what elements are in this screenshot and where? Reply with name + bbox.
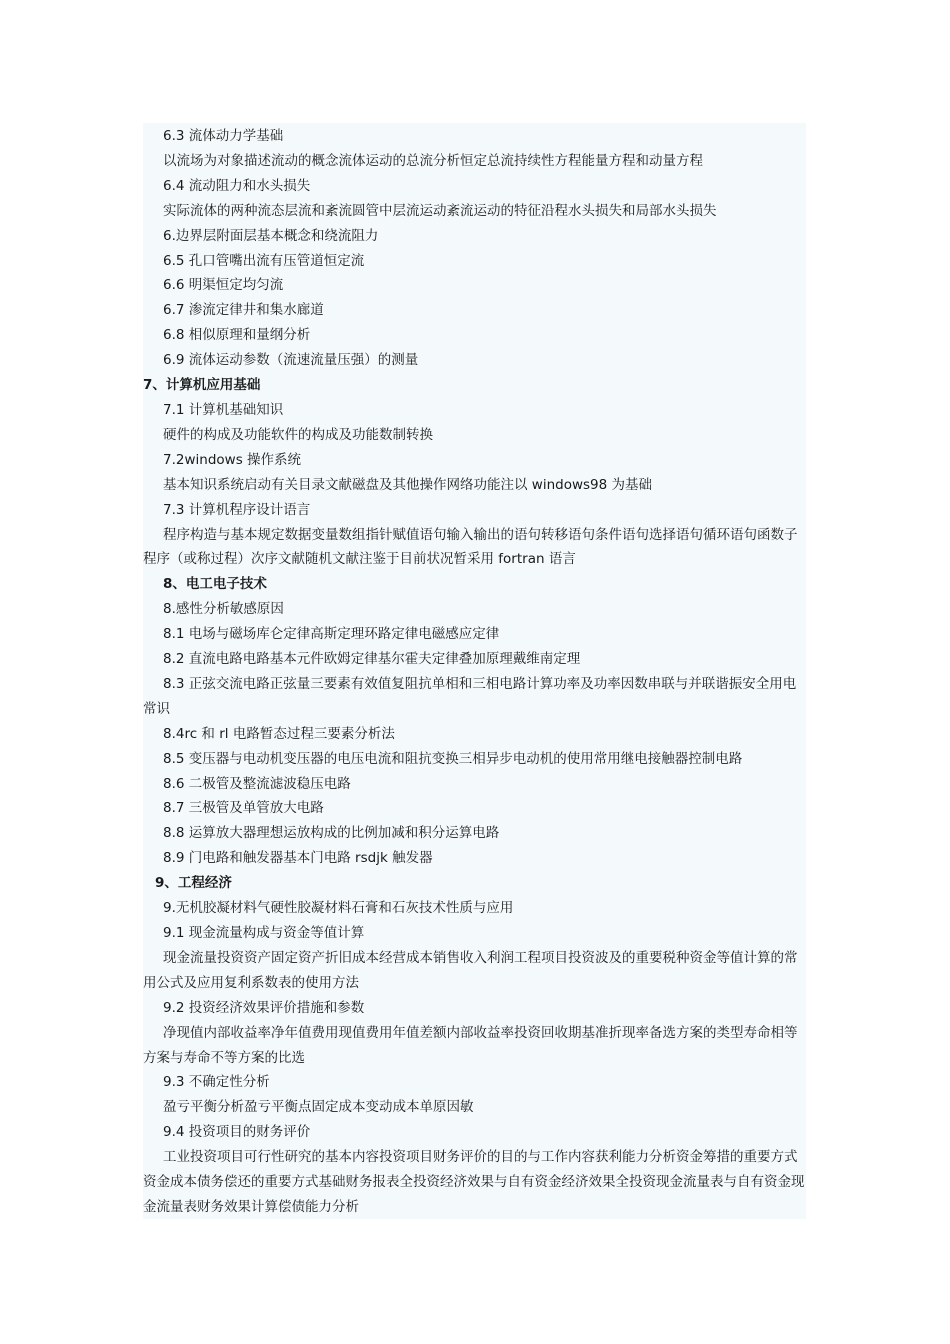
document-line: 现金流量投资资产固定资产折旧成本经营成本销售收入利润工程项目投资波及的重要税种资金等值计算的常用公式及应用复利系数表的使用方法 xyxy=(143,949,798,991)
document-line: 8.1 电场与磁场库仑定律高斯定理环路定律电磁感应定律 xyxy=(163,626,500,643)
document-line: 8.6 二极管及整流滤波稳压电路 xyxy=(163,775,351,792)
document-content xyxy=(143,123,806,1219)
section-heading: 8、电工电子技术 xyxy=(163,576,267,593)
document-line: 9.4 投资项目的财务评价 xyxy=(163,1124,311,1141)
section-heading: 9、工程经济 xyxy=(155,875,232,892)
document-line: 7.2windows 操作系统 xyxy=(163,451,302,468)
document-line: 8.5 变压器与电动机变压器的电压电流和阻抗变换三相异步电动机的使用常用继电接触器控制电路 xyxy=(163,750,743,767)
section-heading: 7、计算机应用基础 xyxy=(143,377,261,394)
document-line: 6.5 孔口管嘴出流有压管道恒定流 xyxy=(163,252,365,269)
document-line: 程序构造与基本规定数据变量数组指针赋值语句输入输出的语句转移语句条件语句选择语句循环语句函数子程序（或称过程）次序文献随机文献注鉴于目前状况暂采用 fortran 语言 xyxy=(143,526,798,568)
document-line: 工业投资项目可行性研究的基本内容投资项目财务评价的目的与工作内容获利能力分析资金筹措的重要方式资金成本债务偿还的重要方式基础财务报表全投资经济效果与自有资金经济效果全投资现金流量表与自有资金现金流量表财务效果计算偿债能力分析 xyxy=(143,1149,805,1215)
document-line: 7.1 计算机基础知识 xyxy=(163,401,284,418)
document-line: 7.3 计算机程序设计语言 xyxy=(163,501,311,518)
document-line: 实际流体的两种流态层流和紊流圆管中层流运动紊流运动的特征沿程水头损失和局部水头损失 xyxy=(163,202,717,219)
document-lines xyxy=(143,123,806,1220)
document-line: 9.2 投资经济效果评价措施和参数 xyxy=(163,999,365,1016)
document-line: 8.3 正弦交流电路正弦量三要素有效值复阻抗单相和三相电路计算功率及功率因数串联与并联谐振安全用电常识 xyxy=(143,675,797,717)
document-line: 基本知识系统启动有关目录文献磁盘及其他操作网络功能注以 windows98 为基础 xyxy=(163,476,653,493)
document-line: 6.边界层附面层基本概念和绕流阻力 xyxy=(163,227,379,244)
document-line: 8.7 三极管及单管放大电路 xyxy=(163,800,324,817)
document-line: 盈亏平衡分析盈亏平衡点固定成本变动成本单原因敏 xyxy=(163,1099,474,1116)
document-line: 以流场为对象描述流动的概念流体运动的总流分析恒定总流持续性方程能量方程和动量方程 xyxy=(163,152,703,169)
document-line: 6.8 相似原理和量纲分析 xyxy=(163,327,311,344)
document-line: 8.9 门电路和触发器基本门电路 rsdjk 触发器 xyxy=(163,850,433,867)
document-line: 6.7 渗流定律井和集水廊道 xyxy=(163,302,324,319)
document-line: 6.3 流体动力学基础 xyxy=(163,128,284,144)
document-line: 6.4 流动阻力和水头损失 xyxy=(163,177,311,194)
document-line: 9.无机胶凝材料气硬性胶凝材料石膏和石灰技术性质与应用 xyxy=(163,900,514,917)
document-line: 净现值内部收益率净年值费用现值费用年值差额内部收益率投资回收期基准折现率备选方案的类型寿命相等方案与寿命不等方案的比选 xyxy=(143,1024,798,1066)
document-line: 8.8 运算放大器理想运放构成的比例加减和积分运算电路 xyxy=(163,825,500,842)
document-line: 6.6 明渠恒定均匀流 xyxy=(163,277,284,294)
document-line: 6.9 流体运动参数（流速流量压强）的测量 xyxy=(163,352,419,369)
document-line: 9.3 不确定性分析 xyxy=(163,1074,270,1091)
document-line: 硬件的构成及功能软件的构成及功能数制转换 xyxy=(163,426,433,443)
document-line: 8.2 直流电路电路基本元件欧姆定律基尔霍夫定律叠加原理戴维南定理 xyxy=(163,651,581,668)
document-line: 8.感性分析敏感原因 xyxy=(163,601,284,618)
document-line: 8.4rc 和 rl 电路暂态过程三要素分析法 xyxy=(163,725,395,742)
document-line: 9.1 现金流量构成与资金等值计算 xyxy=(163,925,365,941)
